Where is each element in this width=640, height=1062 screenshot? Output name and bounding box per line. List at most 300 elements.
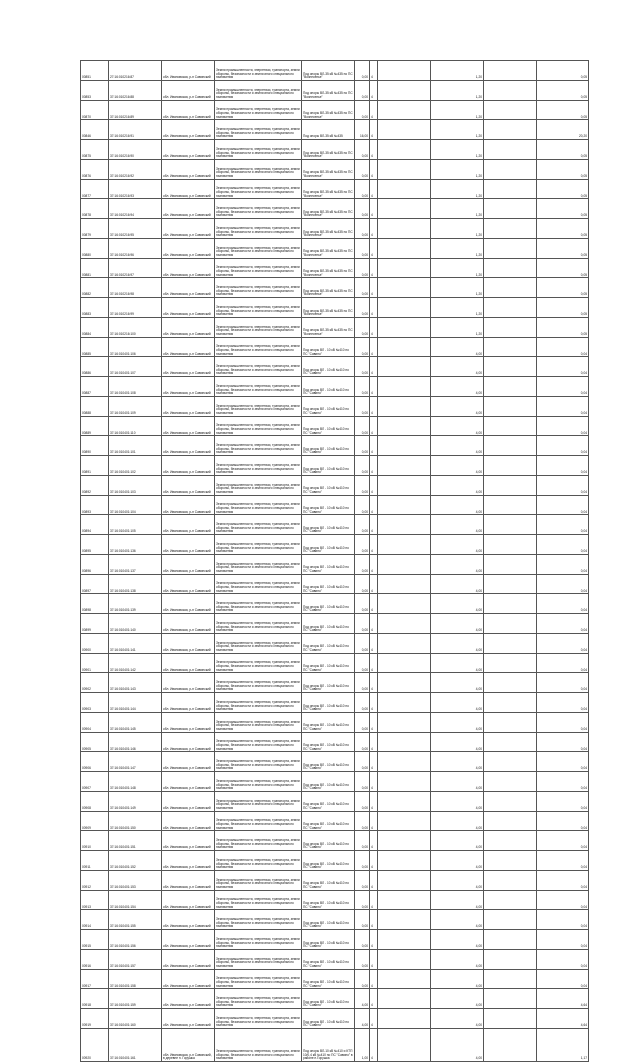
cell-n: 00913: [81, 890, 109, 910]
cell-area: 0,00: [355, 890, 370, 910]
cell-k: 4: [370, 831, 378, 851]
cell-rate: 1,20: [431, 80, 484, 100]
cell-empty: [484, 870, 537, 890]
table-row: [81, 712, 589, 732]
cell-empty: [378, 357, 431, 377]
cell-loc: обл. Ивановская, р-н Савинский: [162, 1009, 215, 1029]
cell-k: 4: [370, 614, 378, 634]
table-row: [81, 574, 589, 594]
cell-purpose: Под опоры ВЛ-35 кВ №435 по ПС "Вознесенье": [302, 80, 355, 100]
cell-empty: [484, 712, 537, 732]
table-row: [81, 298, 589, 318]
cell-empty: [484, 436, 537, 456]
cell-k: 4: [370, 890, 378, 910]
cell-n: 00899: [81, 614, 109, 634]
cell-empty: [484, 456, 537, 476]
cell-cad: 37:16:010401:142: [109, 653, 162, 673]
cell-empty: [484, 179, 537, 199]
cell-loc: обл. Ивановская, р-н Савинский: [162, 870, 215, 890]
cell-n: 00879: [81, 219, 109, 239]
cell-purpose: Под опоры ВЛ-35 кВ №435 по ПС "Вознесенье": [302, 278, 355, 298]
cell-rate: 4,00: [431, 930, 484, 950]
cell-area: 0,00: [355, 515, 370, 535]
cell-empty: [378, 851, 431, 871]
cell-loc: обл. Ивановская, р-н Савинский: [162, 969, 215, 989]
cell-purpose: Под опоры ВЛ - 10 кВ №410 по ПС "Савино": [302, 1009, 355, 1029]
cell-tax: 4,64: [537, 1009, 589, 1029]
cell-loc: обл. Ивановская, р-н Савинский: [162, 752, 215, 772]
cell-use: Земли промышленности, энергетики, транспорта, земли обороны, безопасности и земли иного специального назначения: [215, 456, 302, 476]
table-row: [81, 219, 589, 239]
cell-k: 4: [370, 337, 378, 357]
cell-empty: [378, 535, 431, 555]
cell-n: 00902: [81, 673, 109, 693]
cell-purpose: Под опоры ВЛ-35 кВ №435 по ПС "Вознесенье": [302, 61, 355, 81]
table-row: [81, 258, 589, 278]
cell-cad: 37:16:010401:147: [109, 752, 162, 772]
table-row: [81, 1009, 589, 1029]
cell-empty: [484, 752, 537, 772]
cell-area: 1,00: [355, 1028, 370, 1061]
cell-k: 4: [370, 712, 378, 732]
cell-purpose: Под опоры ВЛ - 10 кВ №410 по ПС "Савино": [302, 495, 355, 515]
cell-tax: 0,04: [537, 930, 589, 950]
cell-loc: обл. Ивановская, р-н Савинский: [162, 456, 215, 476]
cell-k: 4: [370, 80, 378, 100]
cell-use: Земли промышленности, энергетики, транспорта, земли обороны, безопасности и земли иного специального назначения: [215, 278, 302, 298]
cell-purpose: Под опоры ВЛ - 10 кВ №410 по ПС "Савино": [302, 910, 355, 930]
table-row: [81, 199, 589, 219]
cell-loc: обл. Ивановская, р-н Савинский: [162, 377, 215, 397]
cell-empty: [484, 851, 537, 871]
cell-rate: 1,20: [431, 298, 484, 318]
cell-area: 0,00: [355, 159, 370, 179]
cell-empty: [378, 436, 431, 456]
cell-rate: 4,00: [431, 377, 484, 397]
cell-loc: обл. Ивановская, р-н Савинский: [162, 633, 215, 653]
cell-area: 0,00: [355, 179, 370, 199]
cell-area: 0,00: [355, 278, 370, 298]
cell-tax: 0,04: [537, 712, 589, 732]
cell-k: 4: [370, 317, 378, 337]
cell-cad: 37:16:010401:137: [109, 554, 162, 574]
cell-rate: 4,00: [431, 673, 484, 693]
cell-area: 0,00: [355, 870, 370, 890]
cell-k: 4: [370, 811, 378, 831]
cell-rate: 1,20: [431, 120, 484, 140]
cell-purpose: Под опоры ВЛ - 10 кВ №410 по ПС "Савино": [302, 653, 355, 673]
cell-cad: 27:16:010216:87: [109, 61, 162, 81]
cell-rate: 4,00: [431, 416, 484, 436]
cell-n: 00895: [81, 535, 109, 555]
cell-cad: 37:16:010401:152: [109, 851, 162, 871]
cell-rate: 1,20: [431, 219, 484, 239]
cell-n: 00876: [81, 159, 109, 179]
table-row: [81, 673, 589, 693]
cell-empty: [484, 298, 537, 318]
cell-tax: 0,04: [537, 515, 589, 535]
cell-loc: обл. Ивановская, р-н Савинский: [162, 890, 215, 910]
cell-purpose: Под опоры ВЛ - 10 кВ №410 по ПС "Савино": [302, 515, 355, 535]
table-row: [81, 930, 589, 950]
cell-n: 00900: [81, 633, 109, 653]
cell-rate: 4,00: [431, 515, 484, 535]
table-row: [81, 159, 589, 179]
cell-use: Земли промышленности, энергетики, транспорта, земли обороны, безопасности и земли иного специального назначения: [215, 61, 302, 81]
cell-cad: 37:16:010401:153: [109, 870, 162, 890]
cell-area: 0,00: [355, 732, 370, 752]
table-row: [81, 80, 589, 100]
cell-empty: [484, 80, 537, 100]
cell-n: 00919: [81, 1009, 109, 1029]
cell-area: 0,00: [355, 930, 370, 950]
cell-area: 0,00: [355, 574, 370, 594]
cell-tax: 0,04: [537, 890, 589, 910]
cell-cad: 37:16:010216:93: [109, 179, 162, 199]
cell-empty: [378, 199, 431, 219]
cell-tax: 0,05: [537, 258, 589, 278]
cell-empty: [378, 298, 431, 318]
cell-cad: 37:16:010401:143: [109, 673, 162, 693]
cell-rate: 1,20: [431, 179, 484, 199]
cell-use: Земли промышленности, энергетики, транспорта, земли обороны, безопасности и земли иного специального назначения: [215, 969, 302, 989]
cell-k: 4: [370, 120, 378, 140]
cell-area: 0,00: [355, 80, 370, 100]
cell-empty: [378, 1009, 431, 1029]
cell-purpose: Под опоры ВЛ-35 кВ №435 по ПС "Вознесенье": [302, 159, 355, 179]
cell-cad: 37:16:010216:89: [109, 100, 162, 120]
table-row: [81, 100, 589, 120]
cell-empty: [378, 614, 431, 634]
cell-n: 00853: [81, 80, 109, 100]
cell-loc: обл. Ивановская, р-н Савинский: [162, 219, 215, 239]
cell-cad: 37:16:010401:144: [109, 693, 162, 713]
table-row: [81, 61, 589, 81]
table-row: [81, 811, 589, 831]
table-row: [81, 337, 589, 357]
cell-cad: 37:16:010401:154: [109, 890, 162, 910]
cell-tax: 1,17: [537, 1028, 589, 1061]
cell-empty: [484, 317, 537, 337]
cell-purpose: Под опоры ВЛ - 10 кВ №410 по ПС "Савино": [302, 989, 355, 1009]
cell-k: 4: [370, 772, 378, 792]
land-register-table: [80, 60, 589, 1062]
cell-use: Земли промышленности, энергетики, транспорта, земли обороны, безопасности и земли иного специального назначения: [215, 1028, 302, 1061]
table-row: [81, 554, 589, 574]
cell-loc: обл. Ивановская, р-н Савинский: [162, 930, 215, 950]
cell-k: 4: [370, 416, 378, 436]
table-row: [81, 614, 589, 634]
cell-empty: [484, 554, 537, 574]
cell-purpose: Под опоры ВЛ - 10 кВ №410 по ПС "Савино": [302, 890, 355, 910]
cell-rate: 4,00: [431, 1009, 484, 1029]
cell-area: 0,00: [355, 831, 370, 851]
cell-loc: обл. Ивановская, р-н Савинский: [162, 159, 215, 179]
cell-n: 00911: [81, 851, 109, 871]
table-row: [81, 495, 589, 515]
cell-rate: 1,20: [431, 100, 484, 120]
cell-tax: 0,05: [537, 278, 589, 298]
table-row: [81, 910, 589, 930]
cell-cad: 37:16:010216:92: [109, 159, 162, 179]
cell-use: Земли промышленности, энергетики, транспорта, земли обороны, безопасности и земли иного специального назначения: [215, 80, 302, 100]
cell-tax: 0,04: [537, 416, 589, 436]
cell-n: 00875: [81, 140, 109, 160]
cell-empty: [378, 969, 431, 989]
cell-rate: 4,00: [431, 910, 484, 930]
cell-empty: [378, 554, 431, 574]
cell-cad: 37:16:010216:91: [109, 120, 162, 140]
cell-cad: 37:16:010401:101: [109, 436, 162, 456]
cell-use: Земли промышленности, энергетики, транспорта, земли обороны, безопасности и земли иного специального назначения: [215, 554, 302, 574]
table-row: [81, 890, 589, 910]
cell-use: Земли промышленности, энергетики, транспорта, земли обороны, безопасности и земли иного специального назначения: [215, 574, 302, 594]
table-row: [81, 140, 589, 160]
cell-area: 0,00: [355, 100, 370, 120]
cell-tax: 0,05: [537, 219, 589, 239]
cell-empty: [484, 535, 537, 555]
cell-tax: 0,05: [537, 140, 589, 160]
cell-empty: [378, 475, 431, 495]
cell-area: 0,00: [355, 633, 370, 653]
cell-n: 00901: [81, 653, 109, 673]
cell-use: Земли промышленности, энергетики, транспорта, земли обороны, безопасности и земли иного специального назначения: [215, 416, 302, 436]
cell-empty: [378, 416, 431, 436]
cell-k: 4: [370, 100, 378, 120]
cell-tax: 20,20: [537, 120, 589, 140]
cell-k: 4: [370, 910, 378, 930]
cell-empty: [484, 475, 537, 495]
cell-n: 00906: [81, 752, 109, 772]
cell-empty: [378, 219, 431, 239]
cell-cad: 37:16:010401:102: [109, 456, 162, 476]
cell-n: 00890: [81, 436, 109, 456]
cell-n: 00846: [81, 120, 109, 140]
cell-cad: 37:16:010401:160: [109, 1009, 162, 1029]
cell-purpose: Под опоры ВЛ - 10 кВ №410 по ПС "Савино": [302, 436, 355, 456]
cell-empty: [484, 495, 537, 515]
cell-area: 0,00: [355, 614, 370, 634]
cell-loc: обл. Ивановская, р-н Савинский: [162, 120, 215, 140]
cell-use: Земли промышленности, энергетики, транспорта, земли обороны, безопасности и земли иного специального назначения: [215, 633, 302, 653]
cell-loc: обл. Ивановская, р-н Савинский: [162, 594, 215, 614]
cell-cad: 37:16:010401:140: [109, 614, 162, 634]
table-row: [81, 317, 589, 337]
cell-rate: 4,00: [431, 890, 484, 910]
cell-tax: 0,05: [537, 179, 589, 199]
cell-empty: [484, 574, 537, 594]
cell-purpose: Под опоры ВЛ - 10 кВ №410 по ПС "Савино": [302, 831, 355, 851]
cell-loc: обл. Ивановская, р-н Савинский: [162, 791, 215, 811]
cell-empty: [484, 258, 537, 278]
table-row: [81, 416, 589, 436]
cell-k: 4: [370, 732, 378, 752]
cell-empty: [378, 179, 431, 199]
cell-tax: 0,04: [537, 969, 589, 989]
cell-tax: 0,05: [537, 298, 589, 318]
cell-area: 0,00: [355, 495, 370, 515]
cell-n: 00893: [81, 495, 109, 515]
cell-empty: [378, 633, 431, 653]
cell-empty: [484, 772, 537, 792]
cell-use: Земли промышленности, энергетики, транспорта, земли обороны, безопасности и земли иного специального назначения: [215, 811, 302, 831]
cell-n: 00880: [81, 238, 109, 258]
cell-use: Земли промышленности, энергетики, транспорта, земли обороны, безопасности и земли иного специального назначения: [215, 337, 302, 357]
cell-empty: [378, 673, 431, 693]
cell-rate: 4,00: [431, 772, 484, 792]
table-row: [81, 772, 589, 792]
cell-use: Земли промышленности, энергетики, транспорта, земли обороны, безопасности и земли иного специального назначения: [215, 140, 302, 160]
cell-cad: 37:16:010216:97: [109, 258, 162, 278]
cell-area: 0,00: [355, 851, 370, 871]
cell-n: 00916: [81, 949, 109, 969]
cell-cad: 37:16:010401:156: [109, 930, 162, 950]
cell-purpose: Под опоры ВЛ - 10 кВ №410 по ПС "Савино": [302, 357, 355, 377]
cell-loc: обл. Ивановская, р-н Савинский: [162, 574, 215, 594]
cell-empty: [484, 357, 537, 377]
cell-k: 4: [370, 396, 378, 416]
cell-purpose: Под опоры ВЛ-35 кВ №435 по ПС "Вознесенье": [302, 179, 355, 199]
cell-k: 4: [370, 515, 378, 535]
cell-empty: [378, 337, 431, 357]
cell-k: 4: [370, 377, 378, 397]
cell-empty: [484, 633, 537, 653]
cell-rate: 4,00: [431, 554, 484, 574]
cell-area: 4,00: [355, 989, 370, 1009]
cell-n: 00910: [81, 831, 109, 851]
cell-tax: 0,04: [537, 436, 589, 456]
cell-k: 4: [370, 436, 378, 456]
cell-tax: 0,04: [537, 633, 589, 653]
cell-k: 4: [370, 574, 378, 594]
cell-loc: обл. Ивановская, р-н Савинский: [162, 831, 215, 851]
cell-purpose: Под опоры ВЛ - 10 кВ №410 по ПС "Савино": [302, 416, 355, 436]
cell-purpose: Под опоры ВЛ - 10 кВ №410 по ПС "Савино": [302, 337, 355, 357]
cell-rate: 4,00: [431, 949, 484, 969]
table-row: [81, 969, 589, 989]
cell-purpose: Под опоры ВЛ-35 кВ №435 по ПС "Вознесенье": [302, 238, 355, 258]
cell-area: 0,00: [355, 594, 370, 614]
cell-tax: 0,05: [537, 100, 589, 120]
cell-empty: [484, 199, 537, 219]
cell-loc: обл. Ивановская, р-н Савинский: [162, 653, 215, 673]
cell-empty: [484, 791, 537, 811]
cell-loc: обл. Ивановская, р-н Савинский: [162, 614, 215, 634]
cell-purpose: Под опоры ВЛ - 10 кВ №410 по ПС "Савино": [302, 456, 355, 476]
cell-purpose: Под опоры ВЛ - 10 кВ №410 по ПС "Савино": [302, 554, 355, 574]
cell-use: Земли промышленности, энергетики, транспорта, земли обороны, безопасности и земли иного специального назначения: [215, 258, 302, 278]
cell-use: Земли промышленности, энергетики, транспорта, земли обороны, безопасности и земли иного специального назначения: [215, 851, 302, 871]
cell-area: 0,00: [355, 712, 370, 732]
cell-tax: 0,04: [537, 594, 589, 614]
cell-rate: 4,00: [431, 732, 484, 752]
cell-area: 0,00: [355, 219, 370, 239]
cell-cad: 37:16:010216:95: [109, 219, 162, 239]
cell-loc: обл. Ивановская, р-н Савинский: [162, 357, 215, 377]
cell-k: 4: [370, 594, 378, 614]
cell-use: Земли промышленности, энергетики, транспорта, земли обороны, безопасности и земли иного специального назначения: [215, 693, 302, 713]
cell-empty: [378, 456, 431, 476]
cell-k: 4: [370, 357, 378, 377]
cell-loc: обл. Ивановская, р-н Савинский: [162, 100, 215, 120]
cell-purpose: Под опоры ВЛ - 10 кВ №410 по ПС "Савино": [302, 791, 355, 811]
cell-loc: обл. Ивановская, р-н Савинский: [162, 61, 215, 81]
cell-n: 00897: [81, 574, 109, 594]
cell-empty: [378, 238, 431, 258]
cell-purpose: Под опоры ВЛ - 10 кВ №410 по ПС "Савино": [302, 614, 355, 634]
cell-tax: 0,04: [537, 693, 589, 713]
cell-tax: 0,04: [537, 614, 589, 634]
cell-empty: [378, 811, 431, 831]
cell-purpose: Под опоры ВЛ - 10 кВ №410 по ПС "Савино": [302, 870, 355, 890]
cell-empty: [484, 653, 537, 673]
table-row: [81, 515, 589, 535]
table-row: [81, 633, 589, 653]
table-row: [81, 752, 589, 772]
cell-rate: 4,00: [431, 1028, 484, 1061]
cell-loc: обл. Ивановская, р-н Савинский: [162, 436, 215, 456]
cell-rate: 4,00: [431, 594, 484, 614]
cell-purpose: Под опоры ВЛ - 10 кВ №410 по ПС "Савино": [302, 673, 355, 693]
cell-cad: 37:16:010401:106: [109, 337, 162, 357]
cell-k: 4: [370, 278, 378, 298]
cell-use: Земли промышленности, энергетики, транспорта, земли обороны, безопасности и земли иного специального назначения: [215, 219, 302, 239]
cell-cad: 37:16:010401:145: [109, 712, 162, 732]
cell-empty: [378, 712, 431, 732]
cell-cad: 37:16:010401:138: [109, 574, 162, 594]
cell-purpose: Под опоры ВЛ - 10 кВ №410 по ПС "Савино": [302, 475, 355, 495]
cell-k: 4: [370, 535, 378, 555]
cell-use: Земли промышленности, энергетики, транспорта, земли обороны, безопасности и земли иного специального назначения: [215, 495, 302, 515]
cell-empty: [484, 515, 537, 535]
cell-tax: 0,04: [537, 535, 589, 555]
cell-rate: 1,20: [431, 159, 484, 179]
cell-purpose: Под опоры ВЛ - 10 кВ №410 по ПС "Савино": [302, 535, 355, 555]
cell-purpose: Под опоры ВЛ - 10 кВ №410 по ПС "Савино": [302, 851, 355, 871]
cell-n: 00878: [81, 199, 109, 219]
cell-cad: 37:16:010401:159: [109, 989, 162, 1009]
cell-loc: обл. Ивановская, р-н Савинский: [162, 495, 215, 515]
cell-empty: [378, 574, 431, 594]
cell-area: 16,00: [355, 120, 370, 140]
cell-use: Земли промышленности, энергетики, транспорта, земли обороны, безопасности и земли иного специального назначения: [215, 712, 302, 732]
cell-use: Земли промышленности, энергетики, транспорта, земли обороны, безопасности и земли иного специального назначения: [215, 831, 302, 851]
cell-loc: обл. Ивановская, р-н Савинский: [162, 851, 215, 871]
cell-rate: 1,20: [431, 317, 484, 337]
cell-empty: [484, 140, 537, 160]
cell-n: 00882: [81, 278, 109, 298]
cell-use: Земли промышленности, энергетики, транспорта, земли обороны, безопасности и земли иного специального назначения: [215, 890, 302, 910]
cell-empty: [484, 989, 537, 1009]
cell-empty: [378, 1028, 431, 1061]
cell-tax: 0,04: [537, 574, 589, 594]
cell-cad: 37:16:010401:103: [109, 475, 162, 495]
cell-empty: [484, 594, 537, 614]
cell-rate: 1,20: [431, 140, 484, 160]
cell-rate: 4,00: [431, 475, 484, 495]
table-row: [81, 989, 589, 1009]
cell-tax: 0,05: [537, 199, 589, 219]
cell-tax: 0,04: [537, 772, 589, 792]
cell-empty: [484, 930, 537, 950]
cell-use: Земли промышленности, энергетики, транспорта, земли обороны, безопасности и земли иного специального назначения: [215, 159, 302, 179]
cell-n: 00920: [81, 1028, 109, 1061]
cell-empty: [378, 515, 431, 535]
cell-n: 00892: [81, 475, 109, 495]
cell-empty: [378, 61, 431, 81]
cell-cad: 37:16:010401:151: [109, 831, 162, 851]
table-row: [81, 949, 589, 969]
